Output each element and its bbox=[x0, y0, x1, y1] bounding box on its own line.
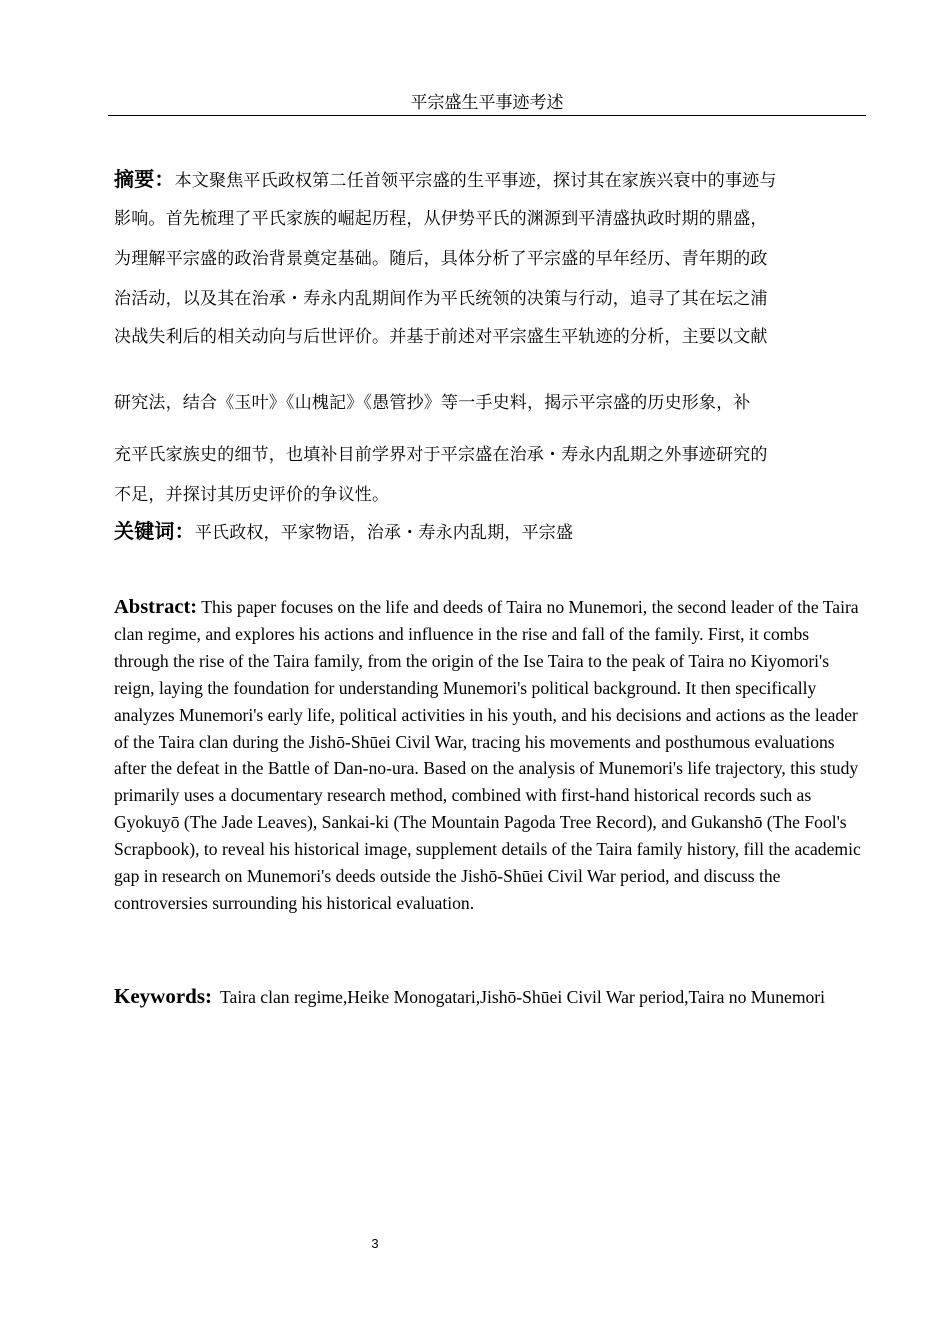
english-keywords bbox=[114, 978, 866, 1015]
chinese-abstract-line: 治活动，以及其在治承・寿永内乱期间作为平氏统领的决策与行动，追寻了其在坛之浦 bbox=[114, 289, 768, 309]
english-keywords-label: Keywords: bbox=[114, 984, 212, 1008]
header-divider bbox=[108, 115, 866, 116]
chinese-abstract-text: 本文聚焦平氏政权第二任首领平宗盛的生平事迹，探讨其在家族兴衰中的事迹与 bbox=[174, 171, 777, 191]
chinese-abstract-line: 决战失利后的相关动向与后世评价。并基于前述对平宗盛生平轨迹的分析，主要以文献 bbox=[114, 327, 768, 347]
english-abstract-text: This paper focuses on the life and deeds of Taira no Munemori, the second leader of the Taira clan regime, and explores his actions and influence in the rise and fall of the family. First, it combs through the rise of the Taira family, from the origin of the Ise Taira to the peak of Taira no Kiyomori's reign, laying the foundation for understanding Munemori's political background. It then specifically analyzes Munemori's early life, political activities in his youth, and his decisions and actions as the leader of the Taira clan during the Jishō-Shūei Civil War, tracing his movements and posthumous evaluations after the defeat in the Battle of Dan-no-ura. Based on the analysis of Munemori's life trajectory, this study primarily uses a documentary research method, combined with first-hand historical records such as Gyokuyō (The Jade Leaves), Sankai-ki (The Mountain Pagoda Tree Record), and Gukanshō (The Fool's Scrapbook), to reveal his historical image, supplement details of the Taira family history, fill the academic gap in research on Munemori's deeds outside the Jishō-Shūei Civil War period, and discuss the controversies surrounding his historical evaluation. bbox=[114, 597, 861, 913]
page-number: 3 bbox=[371, 1236, 379, 1251]
chinese-abstract-line: 充平氏家族史的细节，也填补目前学界对于平宗盛在治承・寿永内乱期之外事迹研究的 bbox=[114, 445, 768, 465]
chinese-keywords bbox=[114, 515, 874, 544]
chinese-keywords-label: 关键词： bbox=[114, 519, 195, 543]
chinese-abstract-label: 摘要： bbox=[114, 167, 175, 191]
english-abstract-label: Abstract: bbox=[114, 596, 198, 618]
english-keywords-text: Taira clan regime,Heike Monogatari,Jishō-Shūei Civil War period,Taira no Munemori bbox=[220, 987, 826, 1007]
page-header-title: 平宗盛生平事迹考述 bbox=[410, 93, 564, 113]
chinese-abstract-line: 为理解平宗盛的政治背景奠定基础。随后，具体分析了平宗盛的早年经历、青年期的政 bbox=[114, 249, 768, 269]
chinese-keywords-text: 平氏政权，平家物语，治承・寿永内乱期，平宗盛 bbox=[194, 523, 574, 543]
chinese-abstract-line bbox=[114, 163, 874, 192]
chinese-abstract-line: 研究法，结合《玉叶》《山槐記》《愚管抄》等一手史料，揭示平宗盛的历史形象，补 bbox=[114, 393, 751, 413]
chinese-abstract-line: 影响。首先梳理了平氏家族的崛起历程，从伊势平氏的渊源到平清盛执政时期的鼎盛， bbox=[114, 209, 768, 229]
chinese-abstract-line: 不足，并探讨其历史评价的争议性。 bbox=[114, 485, 390, 505]
english-abstract bbox=[114, 594, 866, 917]
